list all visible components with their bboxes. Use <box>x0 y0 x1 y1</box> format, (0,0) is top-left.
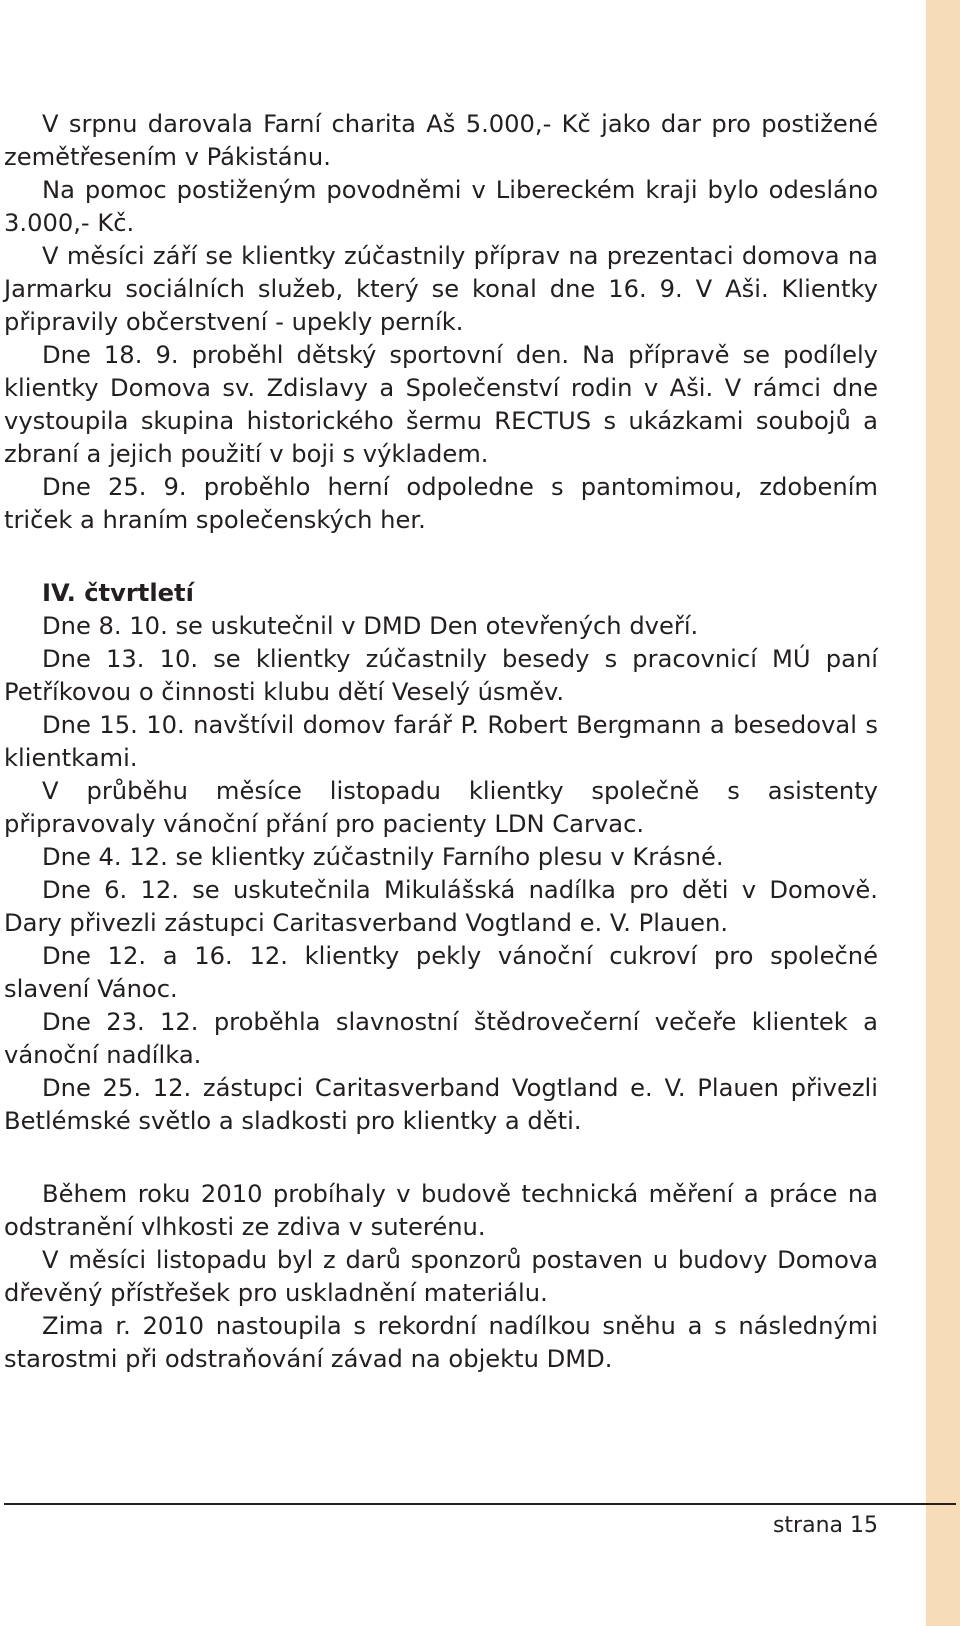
paragraph: Dne 15. 10. navštívil domov farář P. Robert Bergmann a besedoval s klientkami. <box>4 711 878 772</box>
paragraph: Dne 23. 12. proběhla slavnostní štědrovečerní večeře klientek a vánoční nadílka. <box>4 1008 878 1069</box>
paragraph: Dne 25. 9. proběhlo herní odpoledne s pantomimou, zdobením triček a hraním společenských her. <box>4 473 878 534</box>
paragraph: Dne 4. 12. se klientky zúčastnily Farního plesu v Krásné. <box>42 843 724 871</box>
paragraph: Dne 8. 10. se uskutečnil v DMD Den otevřených dveří. <box>42 612 699 640</box>
page-number: strana 15 <box>772 1513 878 1538</box>
section-building <box>4 1178 878 1376</box>
section-spacer <box>4 1138 878 1178</box>
paragraph: Na pomoc postiženým povodněmi v Libereckém kraji bylo odesláno 3.000,- Kč. <box>4 176 878 237</box>
page-edge-strip <box>926 0 960 1626</box>
section-q4 <box>4 577 878 1138</box>
section-heading: IV. čtvrtletí <box>42 579 194 607</box>
paragraph: V srpnu darovala Farní charita Aš 5.000,- Kč jako dar pro postižené zemětřesením v Pákistánu. <box>4 110 878 171</box>
paragraph: Dne 13. 10. se klientky zúčastnily besedy s pracovnicí MÚ paní Petříkovou o činnosti klubu dětí Veselý úsměv. <box>4 645 878 706</box>
footer-rule <box>4 1503 956 1505</box>
page-content <box>4 108 878 1376</box>
paragraph: Dne 18. 9. proběhl dětský sportovní den. Na přípravě se podílely klientky Domova sv. Zdislavy a Společenství rodin v Aši. V rámci dne vystoupila skupina historického šermu RECTUS s ukázkami soubojů a zbraní a jejich použití v boji s výkladem. <box>4 341 878 468</box>
paragraph: Dne 6. 12. se uskutečnila Mikulášská nadílka pro děti v Domově. Dary přivezli zástupci Caritasverband Vogtland e. V. Plauen. <box>4 876 878 937</box>
paragraph: Zima r. 2010 nastoupila s rekordní nadílkou sněhu a s následnými starostmi při odstraňování závad na objektu DMD. <box>4 1312 878 1373</box>
section-q3 <box>4 108 878 537</box>
paragraph: V průběhu měsíce listopadu klientky společně s asistenty připravovaly vánoční přání pro pacienty LDN Carvac. <box>4 777 878 838</box>
section-spacer <box>4 537 878 577</box>
paragraph: Dne 12. a 16. 12. klientky pekly vánoční cukroví pro společné slavení Vánoc. <box>4 942 878 1003</box>
paragraph: V měsíci září se klientky zúčastnily příprav na prezentaci domova na Jarmarku sociálních služeb, který se konal dne 16. 9. V Aši. Klientky připravily občerstvení - upekly perník. <box>4 242 878 336</box>
paragraph: Během roku 2010 probíhaly v budově technická měření a práce na odstranění vlhkosti ze zdiva v suterénu. <box>4 1180 878 1241</box>
paragraph: Dne 25. 12. zástupci Caritasverband Vogtland e. V. Plauen přivezli Betlémské světlo a sladkosti pro klientky a děti. <box>4 1074 878 1135</box>
paragraph: V měsíci listopadu byl z darů sponzorů postaven u budovy Domova dřevěný přístřešek pro uskladnění materiálu. <box>4 1246 878 1307</box>
